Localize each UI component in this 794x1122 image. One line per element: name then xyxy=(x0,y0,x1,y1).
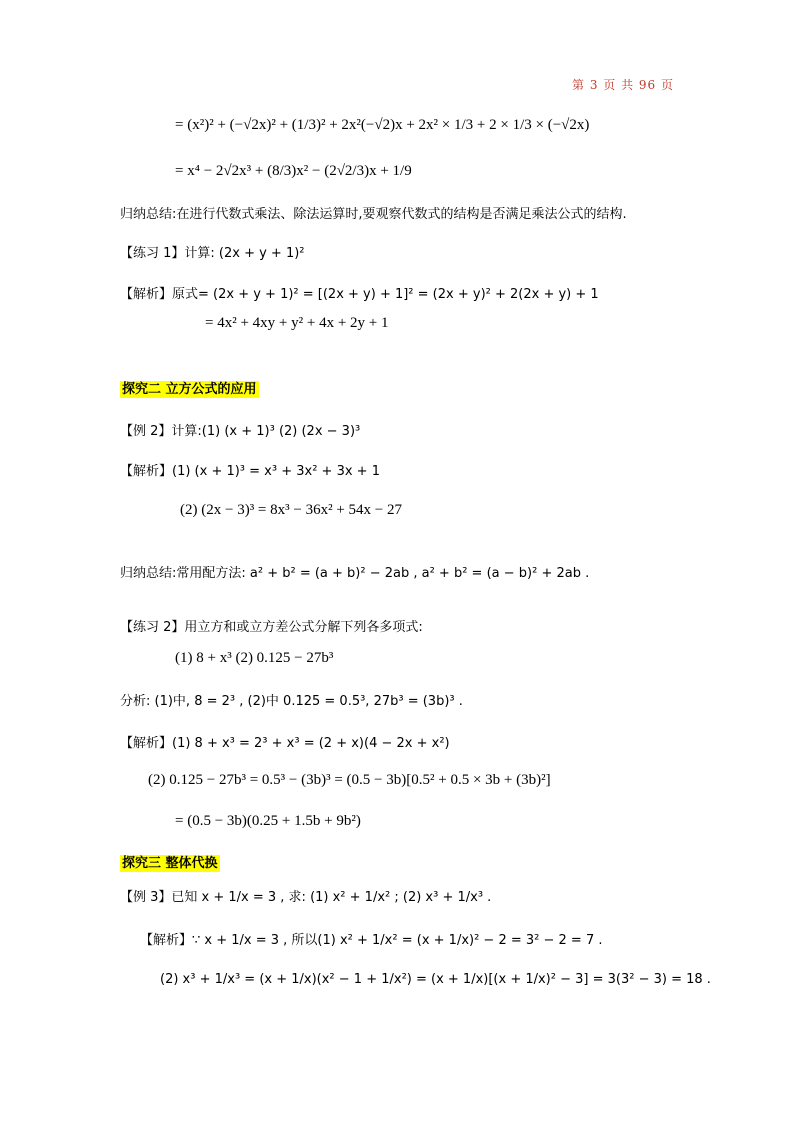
analysis: 分析: (1)中, 8 = 2³ , (2)中 0.125 = 0.5³, 27b³ = (3b)³ . xyxy=(120,694,463,709)
summary-1: 归纳总结:在进行代数式乘法、除法运算时,要观察代数式的结构是否满足乘法公式的结构. xyxy=(120,207,627,222)
section-3-heading-text: 探究三 整体代换 xyxy=(122,856,218,871)
exercise-1-solution-line-2: = 4x² + 4xy + y² + 4x + 2y + 1 xyxy=(205,315,389,331)
example-3-solution-2: (2) x³ + 1/x³ = (x + 1/x)(x² − 1 + 1/x²) = (x + 1/x)[(x + 1/x)² − 3] = 3(3² − 3) = 18 . xyxy=(160,972,711,987)
example-2-solution-2: (2) (2x − 3)³ = 8x³ − 36x² + 54x − 27 xyxy=(180,502,403,518)
expansion-line-1: = (x²)² + (−√2x)² + (1/3)² + 2x²(−√2)x + 2x² × 1/3 + 2 × 1/3 × (−√2x) xyxy=(175,117,590,133)
exercise-2-solution-2: (2) 0.125 − 27b³ = 0.5³ − (3b)³ = (0.5 − 3b)[0.5² + 0.5 × 3b + (3b)²] xyxy=(148,772,551,788)
example-2-question: 【例 2】计算:(1) (x + 1)³ (2) (2x − 3)³ xyxy=(120,424,361,439)
section-2-heading-text: 探究二 立方公式的应用 xyxy=(122,382,257,397)
page-number: 第 3 页 共 96 页 xyxy=(572,78,674,92)
exercise-1-solution-line-1: 【解析】原式= (2x + y + 1)² = [(2x + y) + 1]² = (2x + y)² + 2(2x + y) + 1 xyxy=(120,287,599,302)
example-3-solution-1: 【解析】∵ x + 1/x = 3 , 所以(1) x² + 1/x² = (x + 1/x)² − 2 = 3² − 2 = 7 . xyxy=(140,933,603,948)
example-3-question: 【例 3】已知 x + 1/x = 3 , 求: (1) x² + 1/x² ; (2) x³ + 1/x³ . xyxy=(120,890,492,905)
section-3-heading xyxy=(120,852,220,871)
summary-2: 归纳总结:常用配方法: a² + b² = (a + b)² − 2ab , a² + b² = (a − b)² + 2ab . xyxy=(120,566,590,581)
expansion-line-2: = x⁴ − 2√2x³ + (8/3)x² − (2√2/3)x + 1/9 xyxy=(175,163,412,179)
exercise-2-items: (1) 8 + x³ (2) 0.125 − 27b³ xyxy=(175,650,334,666)
example-2-solution-1: 【解析】(1) (x + 1)³ = x³ + 3x² + 3x + 1 xyxy=(120,464,380,479)
exercise-2-solution-1: 【解析】(1) 8 + x³ = 2³ + x³ = (2 + x)(4 − 2x + x²) xyxy=(120,736,450,751)
section-2-heading xyxy=(120,378,259,397)
exercise-1-question: 【练习 1】计算: (2x + y + 1)² xyxy=(120,246,305,261)
exercise-2-solution-3: = (0.5 − 3b)(0.25 + 1.5b + 9b²) xyxy=(175,813,361,829)
exercise-2-question: 【练习 2】用立方和或立方差公式分解下列各多项式: xyxy=(120,620,423,635)
